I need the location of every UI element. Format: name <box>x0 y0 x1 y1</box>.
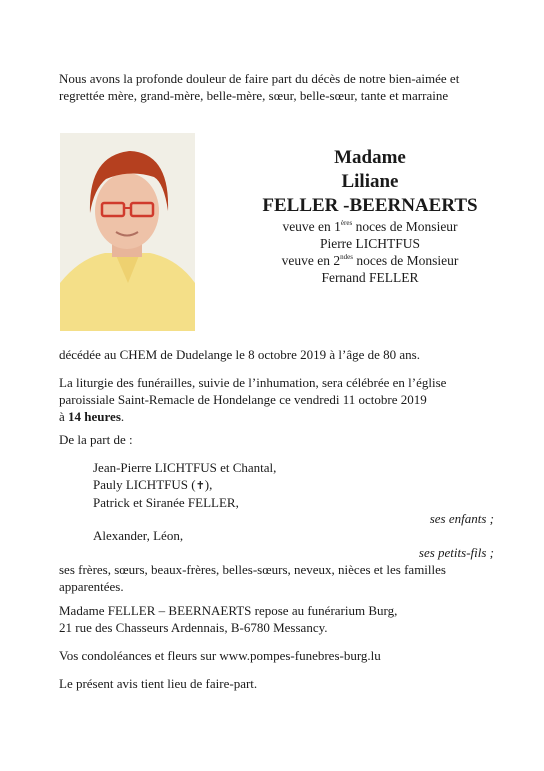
marriage-line-1: veuve en 1ères noces de Monsieur <box>282 219 458 234</box>
grandchildren-names: Alexander, Léon, <box>93 528 184 543</box>
funeral-home-address: 21 rue des Chasseurs Ardennais, B-6780 Messancy. <box>59 620 328 635</box>
death-statement: décédée au CHEM de Dudelange le 8 octobre 2019 à l’âge de 80 ans. <box>59 347 420 362</box>
child-2: Pauly LICHTFUS (✝), <box>93 477 213 492</box>
liturgy-time: 14 heures <box>68 409 121 424</box>
last-name: FELLER -BEERNAERTS <box>262 195 478 216</box>
relatives-paragraph: ses frères, sœurs, beaux-frères, belles-sœurs, neveux, nièces et les familles apparentées. <box>59 562 446 594</box>
marriage-line-2: veuve en $2^{ndes}$ noces de Monsieur <box>281 253 459 268</box>
title-madame: Madame <box>334 147 406 168</box>
children-label: ses enfants ; <box>429 511 494 526</box>
funeral-home-line-1: Madame FELLER – BEERNAERTS repose au funérarium Burg, <box>59 603 398 618</box>
portrait-photo <box>60 133 195 331</box>
liturgy-paragraph: La liturgie des funérailles, suivie de l’inhumation, sera célébrée en l’église paroissiale Saint-Remacle de Hondelange ce vendredi 11 octobre 2019 à 14 heures. <box>59 375 447 424</box>
name-header <box>205 146 535 286</box>
first-husband: Pierre LICHTFUS <box>319 236 421 251</box>
cross-icon: ✝ <box>195 479 205 492</box>
condolences-line: Vos condoléances et fleurs sur www.pompes-funebres-burg.lu <box>59 648 381 663</box>
funeral-home <box>59 602 494 636</box>
intro-paragraph: Nous avons la profonde douleur de faire part du décès de notre bien-aimée et regrettée mère, grand-mère, belle-mère, sœur, belle-sœur, tante et marraine <box>59 71 460 103</box>
children-list <box>59 459 494 511</box>
from-label: De la part de : <box>59 432 133 447</box>
portrait-illustration <box>60 133 195 331</box>
face <box>95 173 159 249</box>
second-husband: Fernand FELLER <box>321 270 419 285</box>
grandchildren-label: ses petits-fils ; <box>418 545 494 560</box>
first-name: Liliane <box>341 171 399 192</box>
notice-line: Le présent avis tient lieu de faire-part. <box>59 676 258 691</box>
child-3: Patrick et Siranée FELLER, <box>93 495 239 510</box>
child-1: Jean-Pierre LICHTFUS et Chantal, <box>93 460 277 475</box>
